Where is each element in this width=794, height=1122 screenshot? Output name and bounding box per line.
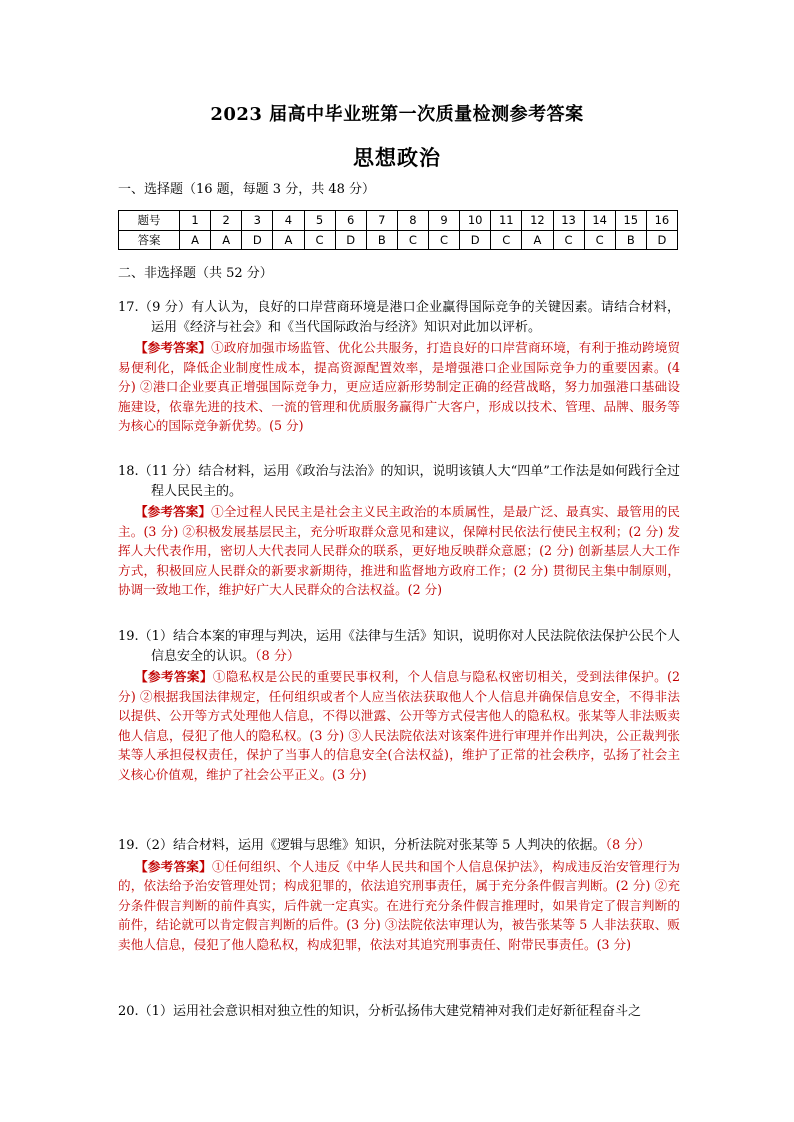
answer-text: ①全过程人民民主是社会主义民主政治的本质属性，是最广泛、最真实、最管用的民主。(3 分) ②积极发展基层民主，充分听取群众意见和建议，保障村民依法行使民主权利；(2 分) 发挥人大代表作用，密切人大代表同人民群众的联系，更好地反映群众意愿；(2 分) 创新基层人大工作方式，积极回应人民群众的新要求新期待，推进和监督地方政府工作；(2 分) 贯彻民主集中制原则，协调一致地工作，维护好广大人民群众的合法权益。(2 分) bbox=[118, 504, 681, 597]
answer-text: ①政府加强市场监管、优化公共服务，打造良好的口岸营商环境，有利于推动跨境贸易便利化，降低企业制度性成本，提高资源配置效率，是增强港口企业国际竞争力的重要因素。(4 分) ②港口企业要真正增强国际竞争力，更应适应新形势制定正确的经营战略，努力加强港口基础设施建设，依靠先进的技术、一流的管理和优质服务赢得广大客户，形成以技术、管理、品牌、服务等为核心的国际竞争新优势。(5 分) bbox=[118, 340, 681, 433]
answer-cell: A bbox=[180, 230, 211, 250]
stem-text: 19.（1）结合本案的审理与判决，运用《法律与生活》知识，说明你对人民法院依法保护公民个人信息安全的认识。 bbox=[118, 629, 680, 664]
answer-label: 【参考答案】 bbox=[135, 669, 213, 684]
answer-table bbox=[118, 210, 678, 250]
answer-table-answer-row bbox=[119, 230, 678, 250]
question-18 bbox=[118, 462, 680, 600]
question-19-1-answer bbox=[118, 667, 680, 784]
score-label: （8 分） bbox=[255, 648, 300, 664]
answer-cell: A bbox=[211, 230, 242, 250]
question-19-2-answer bbox=[118, 857, 680, 955]
answer-cell: C bbox=[429, 230, 460, 250]
question-19-1-stem bbox=[118, 627, 680, 666]
stem-text: 19.（2）结合材料，运用《逻辑与思维》知识，分析法院对张某等 5 人判决的依据。 bbox=[118, 838, 606, 853]
question-number-cell: 9 bbox=[429, 211, 460, 231]
question-number-cell: 10 bbox=[460, 211, 491, 231]
answer-cell: D bbox=[242, 230, 273, 250]
question-number-cell: 6 bbox=[335, 211, 366, 231]
answer-cell: D bbox=[335, 230, 366, 250]
answer-cell: B bbox=[366, 230, 397, 250]
question-number-cell: 4 bbox=[273, 211, 304, 231]
answer-text: ①任何组织、个人违反《中华人民共和国个人信息保护法》，构成违反治安管理行为的，依法给予治安管理处罚；构成犯罪的，依法追究刑事责任，属于充分条件假言判断。(2 分) ②充分条件假言判断的前件真实，后件就一定真实。在进行充分条件假言推理时，如果肯定了假言判断的前件，结论就可以肯定假言判断的后件。(3 分) ③法院依法审理认为，被告张某等 5 人非法获取、贩卖他人信息，侵犯了他人隐私权，构成犯罪，依法对其追究刑事责任、附带民事责任。(3 分) bbox=[118, 858, 681, 952]
answer-cell: A bbox=[273, 230, 304, 250]
question-number-cell: 13 bbox=[553, 211, 584, 231]
document-title: 2023 届高中毕业班第一次质量检测参考答案 bbox=[210, 104, 584, 125]
answer-cell: C bbox=[397, 230, 428, 250]
question-number-cell: 11 bbox=[491, 211, 522, 231]
question-number-cell: 16 bbox=[646, 211, 677, 231]
answer-label: 【参考答案】 bbox=[135, 858, 212, 874]
question-number-cell: 15 bbox=[615, 211, 646, 231]
answer-label: 【参考答案】 bbox=[135, 340, 212, 355]
subject-title: 思想政治 bbox=[353, 145, 441, 170]
question-number-cell: 3 bbox=[242, 211, 273, 231]
answer-cell: B bbox=[615, 230, 646, 250]
question-number-cell: 12 bbox=[522, 211, 553, 231]
question-18-answer bbox=[118, 502, 680, 600]
answer-label: 【参考答案】 bbox=[135, 504, 212, 519]
question-number-cell: 5 bbox=[304, 211, 335, 231]
question-number-cell: 7 bbox=[366, 211, 397, 231]
section-heading-non-choice: 二、非选择题（共 52 分） bbox=[118, 266, 273, 281]
answer-cell: C bbox=[553, 230, 584, 250]
answer-cell: C bbox=[304, 230, 335, 250]
answer-cell: D bbox=[460, 230, 491, 250]
question-19-part-1 bbox=[118, 627, 680, 784]
question-18-stem: 18.（11 分）结合材料，运用《政治与法治》的知识，说明该镇人大“四单”工作法是如何践行全过程人民民主的。 bbox=[118, 464, 680, 499]
answer-cell: C bbox=[491, 230, 522, 250]
question-17-answer bbox=[118, 338, 680, 436]
question-20-part-1 bbox=[118, 1002, 680, 1022]
question-19-2-stem bbox=[118, 836, 680, 856]
section-heading-multiple-choice: 一、选择题（16 题，每题 3 分，共 48 分） bbox=[118, 182, 376, 197]
question-19-part-2 bbox=[118, 836, 680, 954]
question-number-cell: 8 bbox=[397, 211, 428, 231]
row-label-number: 题号 bbox=[119, 211, 180, 231]
answer-cell: D bbox=[646, 230, 677, 250]
question-number-cell: 2 bbox=[211, 211, 242, 231]
question-17 bbox=[118, 298, 680, 436]
answer-text: ①隐私权是公民的重要民事权利，个人信息与隐私权密切相关，受到法律保护。(2 分) ②根据我国法律规定，任何组织或者个人应当依法获取他人个人信息并确保信息安全，不得非法以提供、公开等方式处理他人信息，不得以泄露、公开等方式侵害他人的隐私权。张某等人非法贩卖他人信息，侵犯了他人的隐私权。(3 分) ③人民法院依法对该案件进行审理并作出判决，公正裁判张某等人承担侵权责任，保护了当事人的信息安全(合法权益)，维护了正常的社会秩序，弘扬了社会主义核心价值观，维护了社会公平正义。(3 分) bbox=[118, 669, 681, 782]
question-number-cell: 1 bbox=[180, 211, 211, 231]
answer-cell: C bbox=[584, 230, 615, 250]
question-20-1-stem: 20.（1）运用社会意识相对独立性的知识，分析弘扬伟大建党精神对我们走好新征程奋斗之 bbox=[118, 1004, 641, 1019]
score-label: （8 分） bbox=[605, 838, 651, 853]
row-label-answer: 答案 bbox=[119, 230, 180, 250]
question-number-cell: 14 bbox=[584, 211, 615, 231]
answer-table-number-row bbox=[119, 211, 678, 231]
answer-cell: A bbox=[522, 230, 553, 250]
question-17-stem: 17.（9 分）有人认为，良好的口岸营商环境是港口企业赢得国际竞争的关键因素。请结合材料，运用《经济与社会》和《当代国际政治与经济》知识对此加以评析。 bbox=[118, 300, 680, 335]
